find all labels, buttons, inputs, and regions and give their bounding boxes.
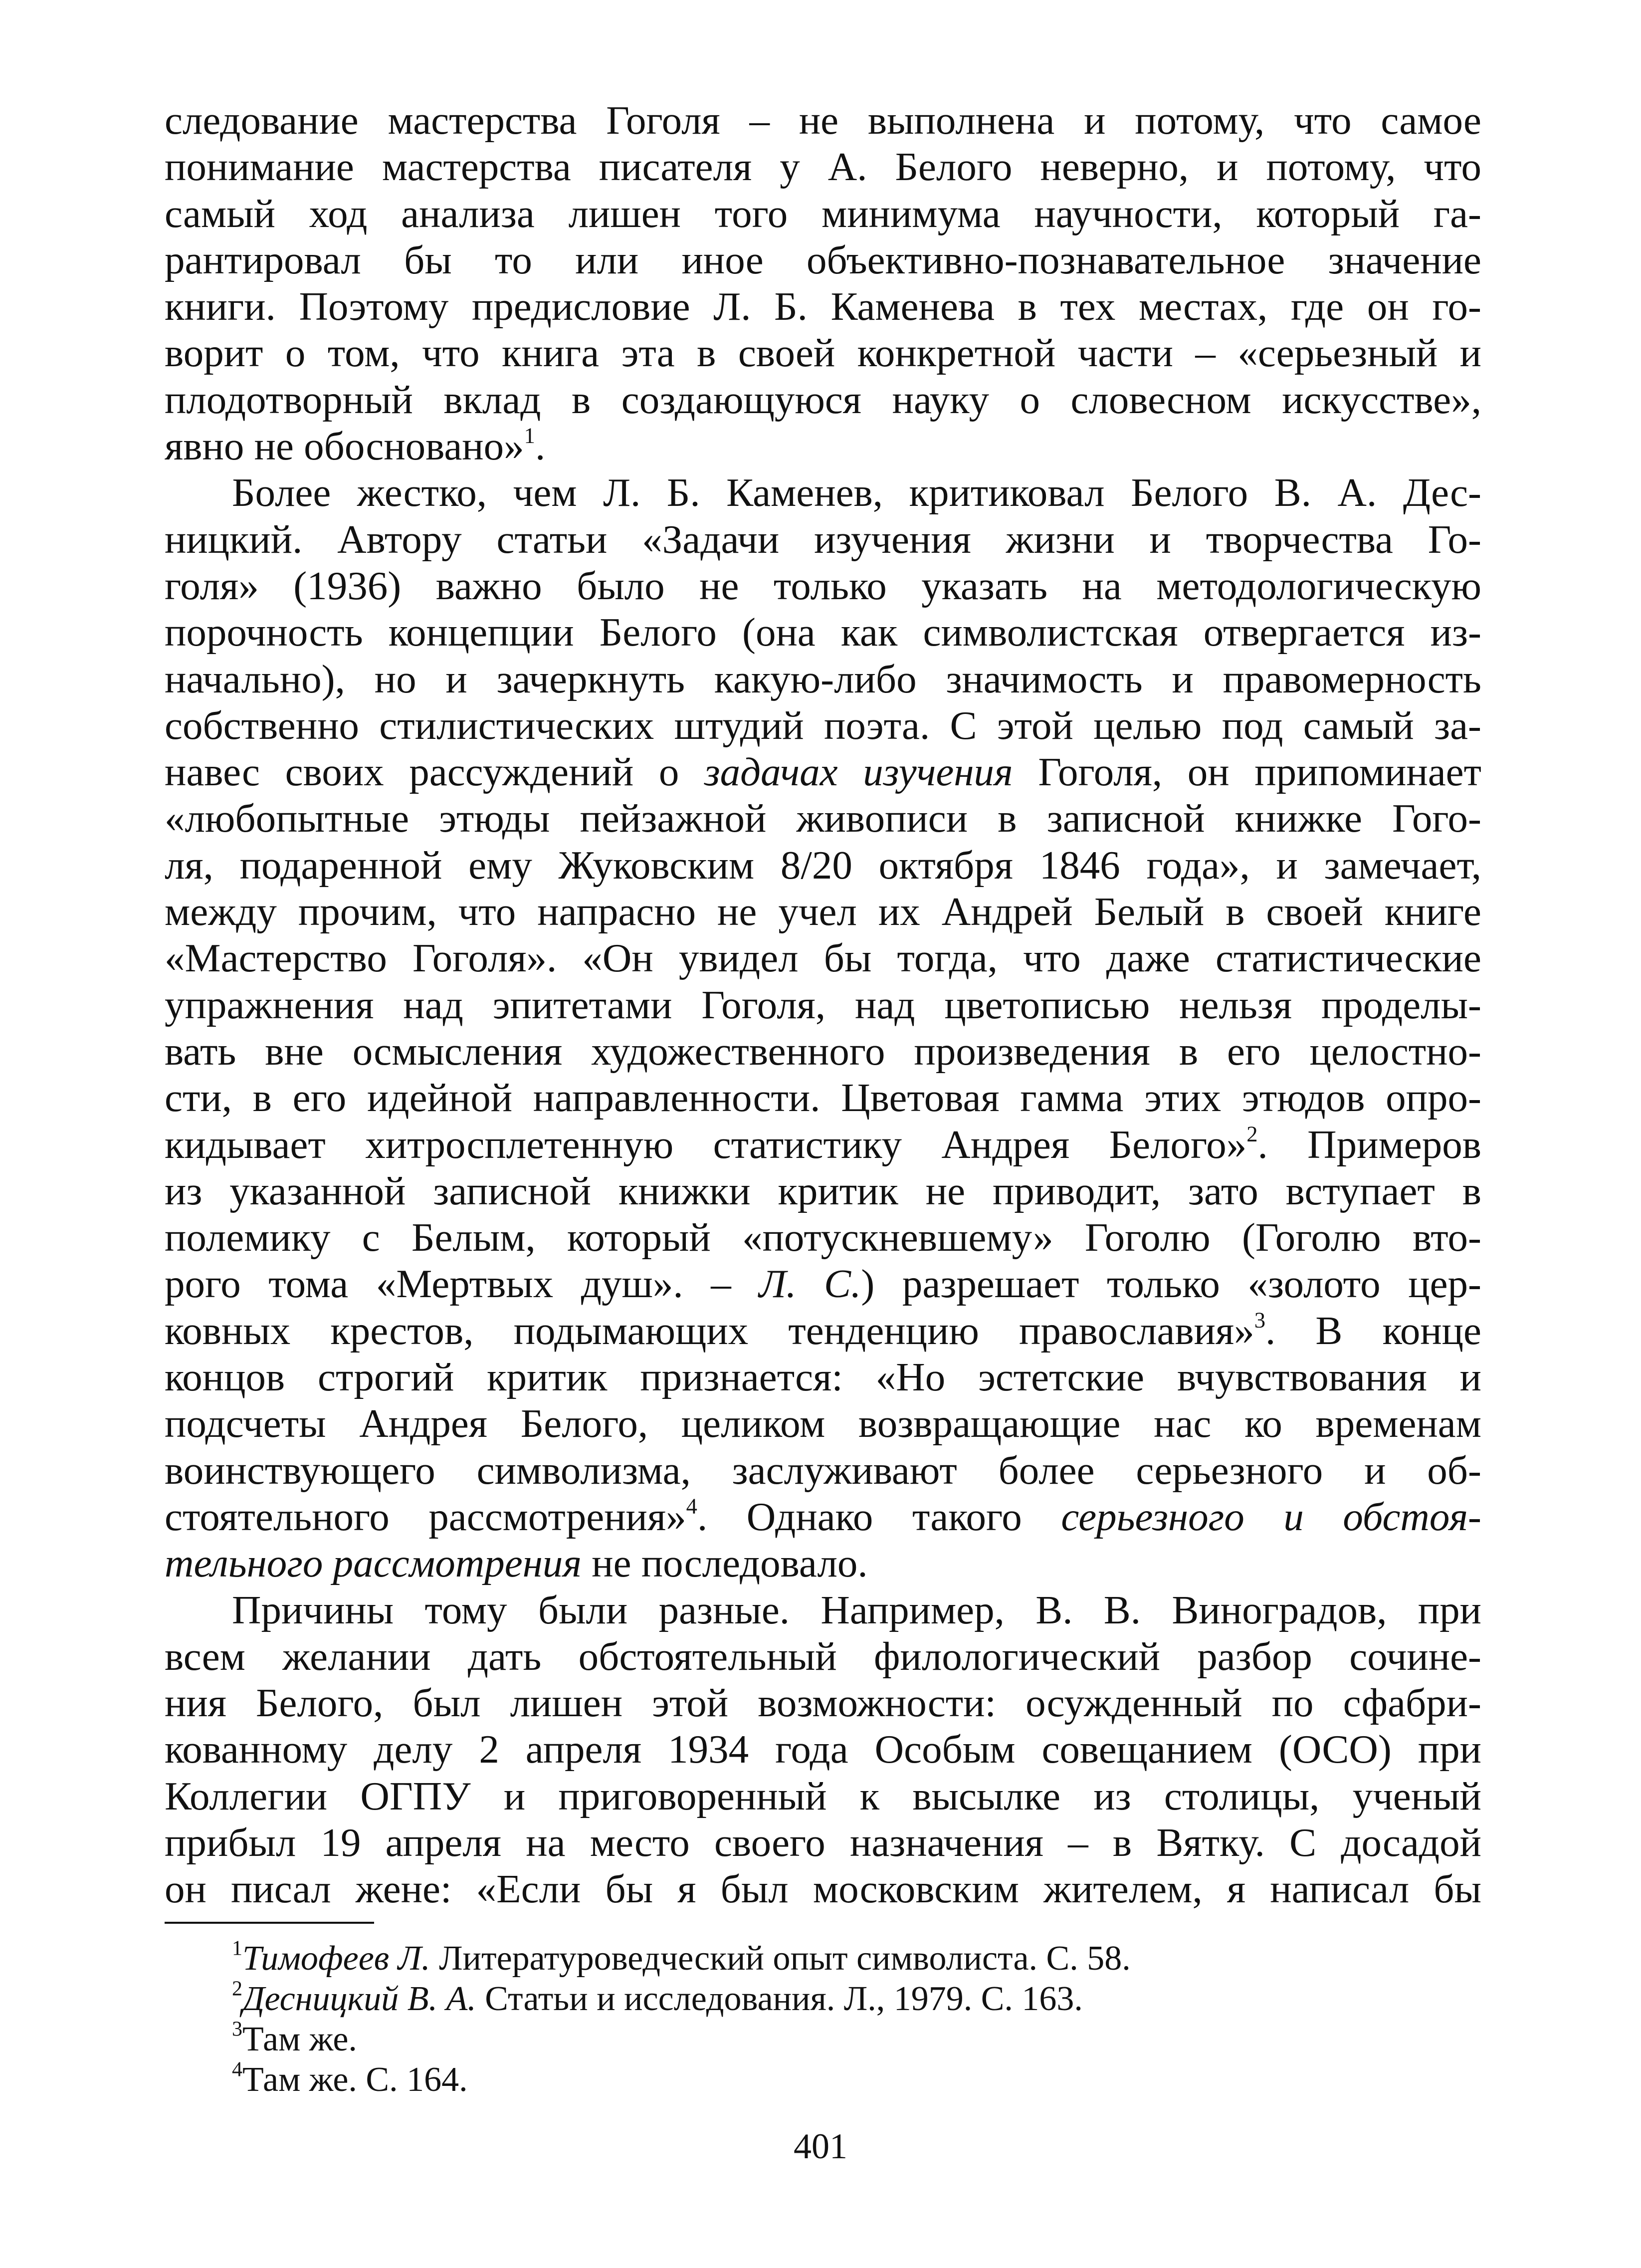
text-line <box>165 1261 1481 1307</box>
text-line: голя» (1936) важно было не только указать на методологическую <box>165 563 1481 608</box>
text-line: воинствующего символизма, заслуживают более серьезного и об- <box>165 1447 1481 1493</box>
text-line: собственно стилистических штудий поэта. С этой целью под самый за- <box>165 702 1481 748</box>
line-text-after: . В конце <box>1265 1308 1481 1353</box>
footnote-ref: 4 <box>686 1493 697 1519</box>
italic-phrase: Л. С. <box>759 1261 861 1307</box>
text-line: полемику с Белым, который «потускневшему» Гоголю (Гоголю вто- <box>165 1215 1481 1260</box>
footnote-mark: 3 <box>232 2018 242 2041</box>
text-line: плодотворный вклад в создающуюся науку о словесном искусстве», <box>165 377 1481 422</box>
line-text-after: . <box>535 424 546 469</box>
text-line: кованному делу 2 апреля 1934 года Особым совещанием (ОСО) при <box>165 1727 1481 1772</box>
text-line: сти, в его идейной направленности. Цветовая гамма этих этюдов опро- <box>165 1075 1481 1121</box>
text-line: ворит о том, что книга эта в своей конкретной части – «серьезный и <box>165 330 1481 376</box>
line-text: стоятельного рассмотрения» <box>165 1494 686 1539</box>
text-line <box>165 749 1481 795</box>
text-line: всем желании дать обстоятельный филологический разбор сочине- <box>165 1633 1481 1679</box>
text-line: ния Белого, был лишен этой возможности: осужденный по сфабри- <box>165 1680 1481 1726</box>
footnote-text: Статьи и исследования. Л., 1979. С. 163. <box>476 1980 1083 2018</box>
text-line <box>165 1494 1481 1540</box>
text-line: «Мастерство Гоголя». «Он увидел бы тогда, что даже статистические <box>165 935 1481 981</box>
page-number: 401 <box>794 2126 847 2166</box>
text-line: книги. Поэтому предисловие Л. Б. Каменева в тех местах, где он го- <box>165 284 1481 329</box>
text-line <box>165 1122 1481 1168</box>
footnote <box>232 1938 1429 1979</box>
text-line: порочность концепции Белого (она как символистская отвергается из- <box>165 610 1481 655</box>
line-text: ковных крестов, подымающих тенденцию православия» <box>165 1308 1254 1353</box>
text-line: ницкий. Автору статьи «Задачи изучения жизни и творчества Го- <box>165 516 1481 562</box>
line-text-after: . Однако такого <box>697 1494 1061 1539</box>
footnote <box>232 2019 1429 2059</box>
text-line: подсчеты Андрея Белого, целиком возвращающие нас ко временам <box>165 1401 1481 1446</box>
footnote-mark: 4 <box>232 2058 242 2081</box>
footnote-text: Там же. <box>242 2020 357 2058</box>
text-line: самый ход анализа лишен того минимума научности, который га- <box>165 191 1481 236</box>
footnotes <box>232 1938 1429 2100</box>
italic-phrase: серьезного и обстоя- <box>1061 1494 1481 1539</box>
text-line: концов строгий критик признается: «Но эстетские вчувствования и <box>165 1355 1481 1400</box>
footnote <box>232 1979 1429 2019</box>
paragraph-first-line: Более жестко, чем Л. Б. Каменев, критиковал Белого В. А. Дес- <box>232 470 1481 515</box>
text-line: из указанной записной книжки критик не приводит, зато вступает в <box>165 1168 1481 1213</box>
footnote-divider <box>165 1922 374 1924</box>
text-line: между прочим, что напрасно не учел их Андрей Белый в своей книге <box>165 889 1481 934</box>
line-text-after: не последовало. <box>582 1541 868 1586</box>
text-line: следование мастерства Гоголя – не выполнена и потому, что самое <box>165 98 1481 143</box>
footnote-author: Тимофеев Л. <box>242 1939 430 1978</box>
text-line: понимание мастерства писателя у А. Белого неверно, и потому, что <box>165 144 1481 190</box>
footnote-author: Десницкий В. А. <box>242 1980 476 2018</box>
footnote-mark: 2 <box>232 1977 242 2001</box>
text-line: рантировал бы то или иное объективно-познавательное значение <box>165 237 1481 282</box>
line-text: кидывает хитросплетенную статистику Андрея Белого» <box>165 1122 1247 1167</box>
text-line <box>165 1308 1481 1354</box>
footnote-ref: 2 <box>1246 1121 1258 1146</box>
line-text-after: . Примеров <box>1257 1122 1481 1167</box>
footnote-text: Литературоведческий опыт символиста. С. 58. <box>430 1939 1131 1978</box>
line-text-after: ) разрешает только «золото цер- <box>861 1261 1482 1307</box>
text-line <box>165 423 1481 469</box>
text-line <box>165 1540 1481 1587</box>
text-line: упражнения над эпитетами Гоголя, над цветописью нельзя проделы- <box>165 982 1481 1027</box>
footnote-ref: 3 <box>1254 1307 1265 1333</box>
text-line: он писал жене: «Если бы я был московским жителем, я написал бы <box>165 1866 1481 1912</box>
text-line: «любопытные этюды пейзажной живописи в записной книжке Гого- <box>165 796 1481 841</box>
italic-phrase: тельного рассмотрения <box>165 1541 582 1586</box>
italic-phrase: задачах изучения <box>704 749 1013 795</box>
text-line: Коллегии ОГПУ и приговоренный к высылке из столицы, ученый <box>165 1773 1481 1818</box>
line-text: навес своих рассуждений о <box>165 749 704 795</box>
footnote <box>232 2059 1429 2100</box>
text-line: прибыл 19 апреля на место своего назначения – в Вятку. С досадой <box>165 1819 1481 1865</box>
text-line: начально), но и зачеркнуть какую-либо значимость и правомерность <box>165 656 1481 701</box>
line-text: явно не обосновано» <box>165 424 524 469</box>
line-text-after: Гоголя, он припоминает <box>1013 749 1481 795</box>
text-line: ля, подаренной ему Жуковским 8/20 октября 1846 года», и замечает, <box>165 842 1481 888</box>
text-line: вать вне осмысления художественного произведения в его целостно- <box>165 1028 1481 1074</box>
paragraph-first-line: Причины тому были разные. Например, В. В. Виноградов, при <box>232 1587 1481 1632</box>
footnote-mark: 1 <box>232 1937 242 1960</box>
line-text: рого тома «Мертвых душ». – <box>165 1261 759 1307</box>
main-text <box>165 97 1481 1913</box>
footnote-ref: 1 <box>524 423 535 448</box>
footnote-text: Там же. С. 164. <box>242 2060 468 2099</box>
